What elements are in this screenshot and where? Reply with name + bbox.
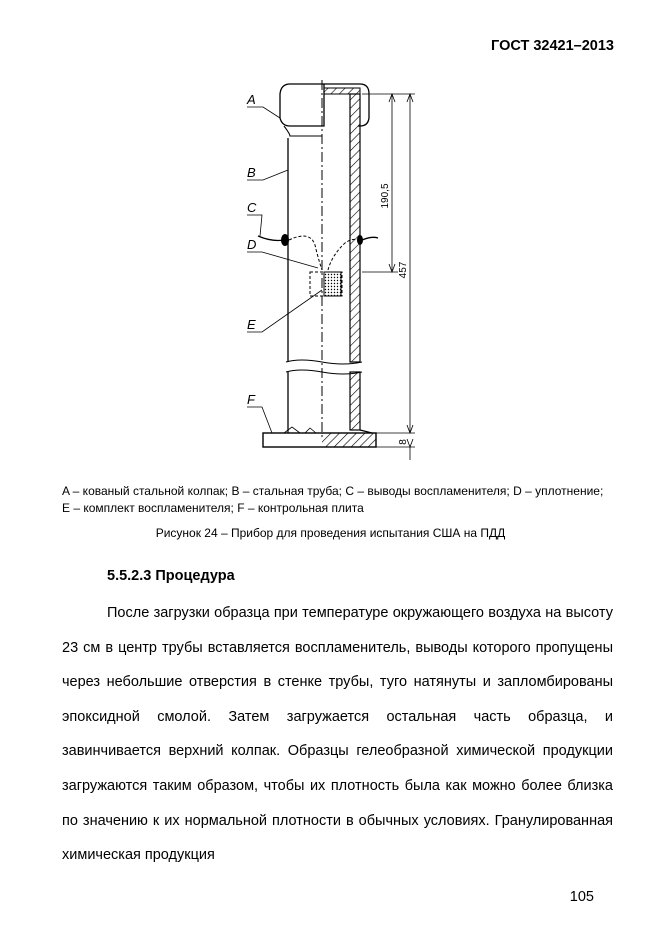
- body-paragraph: После загрузки образца при температуре окружающего воздуха на высоту 23 см в центр трубы вставляется воспламенитель, выводы которого пропущены через небольшие отверстия в стенке трубы, туго натянуты и запломбированы эпоксидной смолой. Затем загружается остальная часть образца, и завинчивается верхний колпак. Образцы гелеобразной химической продукции загружаются таким образом, чтобы их плотность была как можно более близка по значению к их нормальной плотности в обычных условиях. Гранулированная химическая продукция: [62, 605, 613, 864]
- label-c: C: [247, 200, 257, 215]
- document-header: ГОСТ 32421–2013: [491, 38, 614, 54]
- label-d: D: [247, 237, 257, 252]
- igniter-assembly: [310, 272, 342, 296]
- figure-legend: A – кованый стальной колпак; B – стальная труба; C – выводы воспламенителя; D – уплотнение; E – комплект воспламенителя; F – контрольная плита: [62, 484, 604, 515]
- label-e: E: [247, 317, 256, 332]
- dim-457: 457: [398, 261, 409, 279]
- steel-tube: [286, 80, 362, 440]
- dim-190: 190,5: [380, 183, 391, 209]
- label-b: B: [247, 165, 256, 180]
- section-title: 5.5.2.3 Процедура: [107, 568, 235, 584]
- label-a: A: [247, 92, 256, 107]
- page-number: 105: [569, 889, 594, 905]
- dim-8: 8: [398, 439, 409, 445]
- label-f: F: [247, 392, 255, 407]
- figure-caption: Рисунок 24 – Прибор для проведения испытания США на ПДД: [155, 526, 506, 540]
- leader-lines: [247, 107, 322, 433]
